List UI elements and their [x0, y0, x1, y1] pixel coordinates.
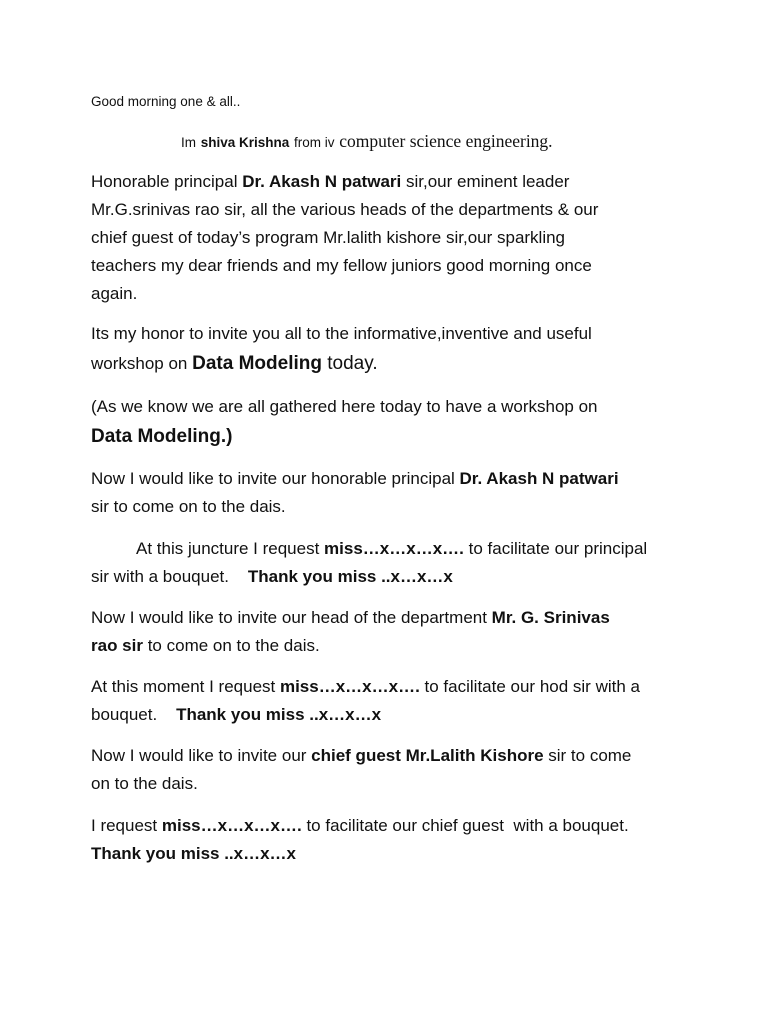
workshop-title: Data Modeling: [192, 353, 322, 374]
p1-line-3: chief guest of today’s program Mr.lalith kishore sir,our sparkling: [91, 228, 566, 247]
principal-name: Dr. Akash N patwari: [459, 469, 619, 488]
p5-line-2: [91, 563, 453, 591]
p2-line-2: [91, 350, 378, 378]
miss-placeholder: miss…x…x…x….: [279, 677, 420, 696]
p9-line-2: [91, 840, 296, 868]
p7-line-2: [91, 701, 381, 729]
hod-name: rao sir: [91, 636, 143, 655]
p5-text: At this juncture I request: [136, 539, 325, 558]
p4-line-1: [91, 465, 619, 493]
p9-text: to facilitate our chief guest with a bouquet.: [301, 816, 629, 835]
p7-text: bouquet.: [91, 705, 177, 724]
p7-text: to facilitate our hod sir with a: [419, 677, 640, 696]
p6-line-2: [91, 632, 320, 660]
thank-you: Thank you miss ..x…x…x: [91, 844, 297, 863]
p1-line-1: [91, 168, 569, 196]
p1-line-5: again.: [91, 284, 138, 303]
p6-text: Now I would like to invite our head of the department: [91, 608, 492, 627]
p7-line-1: [91, 673, 640, 701]
p8-text: sir to come: [543, 746, 632, 765]
p1-text: sir,our eminent leader: [401, 172, 570, 191]
p5-line-1: [136, 535, 647, 563]
miss-placeholder: miss…x…x…x….: [324, 539, 464, 558]
p7-text: At this moment I request: [91, 677, 280, 696]
p9-text: I request: [91, 816, 162, 835]
p1-line-2: Mr.G.srinivas rao sir, all the various heads of the departments & our: [91, 200, 599, 219]
thank-you: Thank you miss ..x…x…x: [247, 567, 453, 586]
p4-text: Now I would like to invite our honorable principal: [91, 469, 460, 488]
thank-you: Thank you miss ..x…x…x: [176, 705, 382, 724]
p2-text: workshop on: [91, 354, 193, 373]
p6-line-1: [91, 604, 610, 632]
p9-line-1: [91, 812, 629, 840]
p3-line-1: (As we know we are all gathered here today to have a workshop on: [91, 397, 598, 416]
p4-line-2: sir to come on to the dais.: [91, 497, 286, 516]
intro-dept: computer science engineering.: [339, 131, 553, 151]
principal-name: Dr. Akash N patwari: [242, 172, 402, 191]
miss-placeholder: miss…x…x…x….: [161, 816, 302, 835]
greeting: Good morning one & all..: [91, 94, 241, 109]
intro-im: Im: [181, 135, 196, 150]
p6-text: to come on to the dais.: [142, 636, 320, 655]
p2-line-1: Its my honor to invite you all to the informative,inventive and useful: [91, 324, 592, 343]
p8-text: Now I would like to invite our: [91, 746, 312, 765]
intro-name: shiva Krishna: [200, 135, 290, 150]
p1-line-4: teachers my dear friends and my fellow juniors good morning once: [91, 256, 592, 275]
p1-text: Honorable principal: [91, 172, 243, 191]
intro-line: [181, 127, 553, 157]
p2-text: today.: [321, 353, 378, 374]
p5-text: sir with a bouquet.: [91, 567, 248, 586]
p8-line-1: [91, 742, 631, 770]
p3-line-2: Data Modeling.): [91, 426, 233, 447]
p5-text: to facilitate our principal: [463, 539, 648, 558]
p8-line-2: on to the dais.: [91, 774, 198, 793]
intro-from: from iv: [294, 135, 335, 150]
chief-guest-name: chief guest Mr.Lalith Kishore: [311, 746, 544, 765]
hod-name: Mr. G. Srinivas: [491, 608, 610, 627]
